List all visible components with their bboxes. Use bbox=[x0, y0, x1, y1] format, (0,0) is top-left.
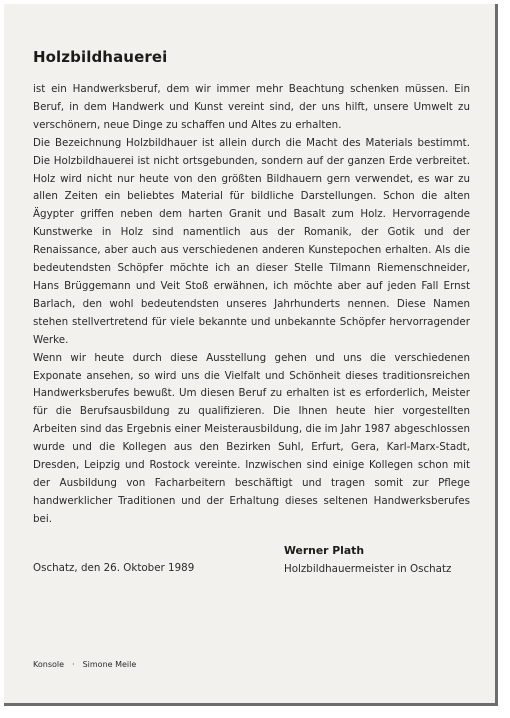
paragraph-material: Die Bezeichnung Holzbildhauer ist allein durch die Macht des Materials bestimmt. Die Holzbildhauerei ist nicht ortsgebunden, sondern auf der ganzen Erde verbreitet. Holz wird nicht nur heute von den größten Bildhauern gern verwendet, es war zu allen Zeiten ein beliebtes Material für bildliche Darstellungen. Schon die alten Ägypter griffen neben dem harten Granit und Basalt zum Holz. Hervorragende Kunstwerke in Holz sind namentlich aus der Romanik, der Gotik und der Renaissance, aber auch aus verschiedenen anderen Kunstepochen erhalten. Als die bedeutendsten Schöpfer möchte ich an dieser Stelle Tilmann Riemenschneider, Hans Brüggemann und Veit Stoß erwähnen, ich möchte aber auf jeden Fall Ernst Barlach, den wohl bedeutendsten unseres Jahrhunderts nennen. Diese Namen stehen stellvertretend für viele bekannte und unbekannte Schöpfer hervorragender Werke. bbox=[33, 136, 470, 346]
document-title: Holzbildhauerei bbox=[33, 48, 168, 66]
signature-role: Holzbildhauermeister in Oschatz bbox=[284, 563, 452, 575]
caption-separator: · bbox=[72, 660, 75, 669]
body-text bbox=[33, 81, 470, 529]
image-caption bbox=[33, 659, 136, 671]
caption-item: Konsole bbox=[33, 660, 65, 669]
paragraph-intro: ist ein Handwerksberuf, dem wir immer mehr Beachtung schenken müssen. Ein Beruf, in dem Handwerk und Kunst vereint sind, der uns hilft, unsere Umwelt zu verschönern, neue Dinge zu schaffen und Altes zu erhalten. bbox=[33, 83, 470, 131]
signature-name: Werner Plath bbox=[284, 544, 365, 557]
caption-author: Simone Meile bbox=[82, 660, 137, 669]
signature-block bbox=[284, 542, 474, 578]
place-and-date: Oschatz, den 26. Oktober 1989 bbox=[33, 562, 195, 574]
document-page bbox=[4, 4, 498, 706]
paragraph-exhibition: Wenn wir heute durch diese Ausstellung gehen und uns die verschiedenen Exponate ansehen, so wird uns die Vielfalt und Schönheit dieses traditionsreichen Handwerksberufes bewußt. Um diesen Beruf zu erhalten ist es erforderlich, Meister für die Berufsausbildung zu qualifizieren. Die Ihnen heute hier vorgestellten Arbeiten sind das Ergebnis einer Meisterausbildung, die im Jahr 1987 abgeschlossen wurde und die Kollegen aus den Bezirken Suhl, Erfurt, Gera, Karl-Marx-Stadt, Dresden, Leipzig und Rostock vereinte. Inzwischen sind einige Kollegen schon mit der Ausbildung von Facharbeitern beschäftigt und tragen somit zur Pflege handwerklicher Traditionen und der Erhaltung dieses seltenen Handwerksberufes bei. bbox=[33, 351, 470, 525]
